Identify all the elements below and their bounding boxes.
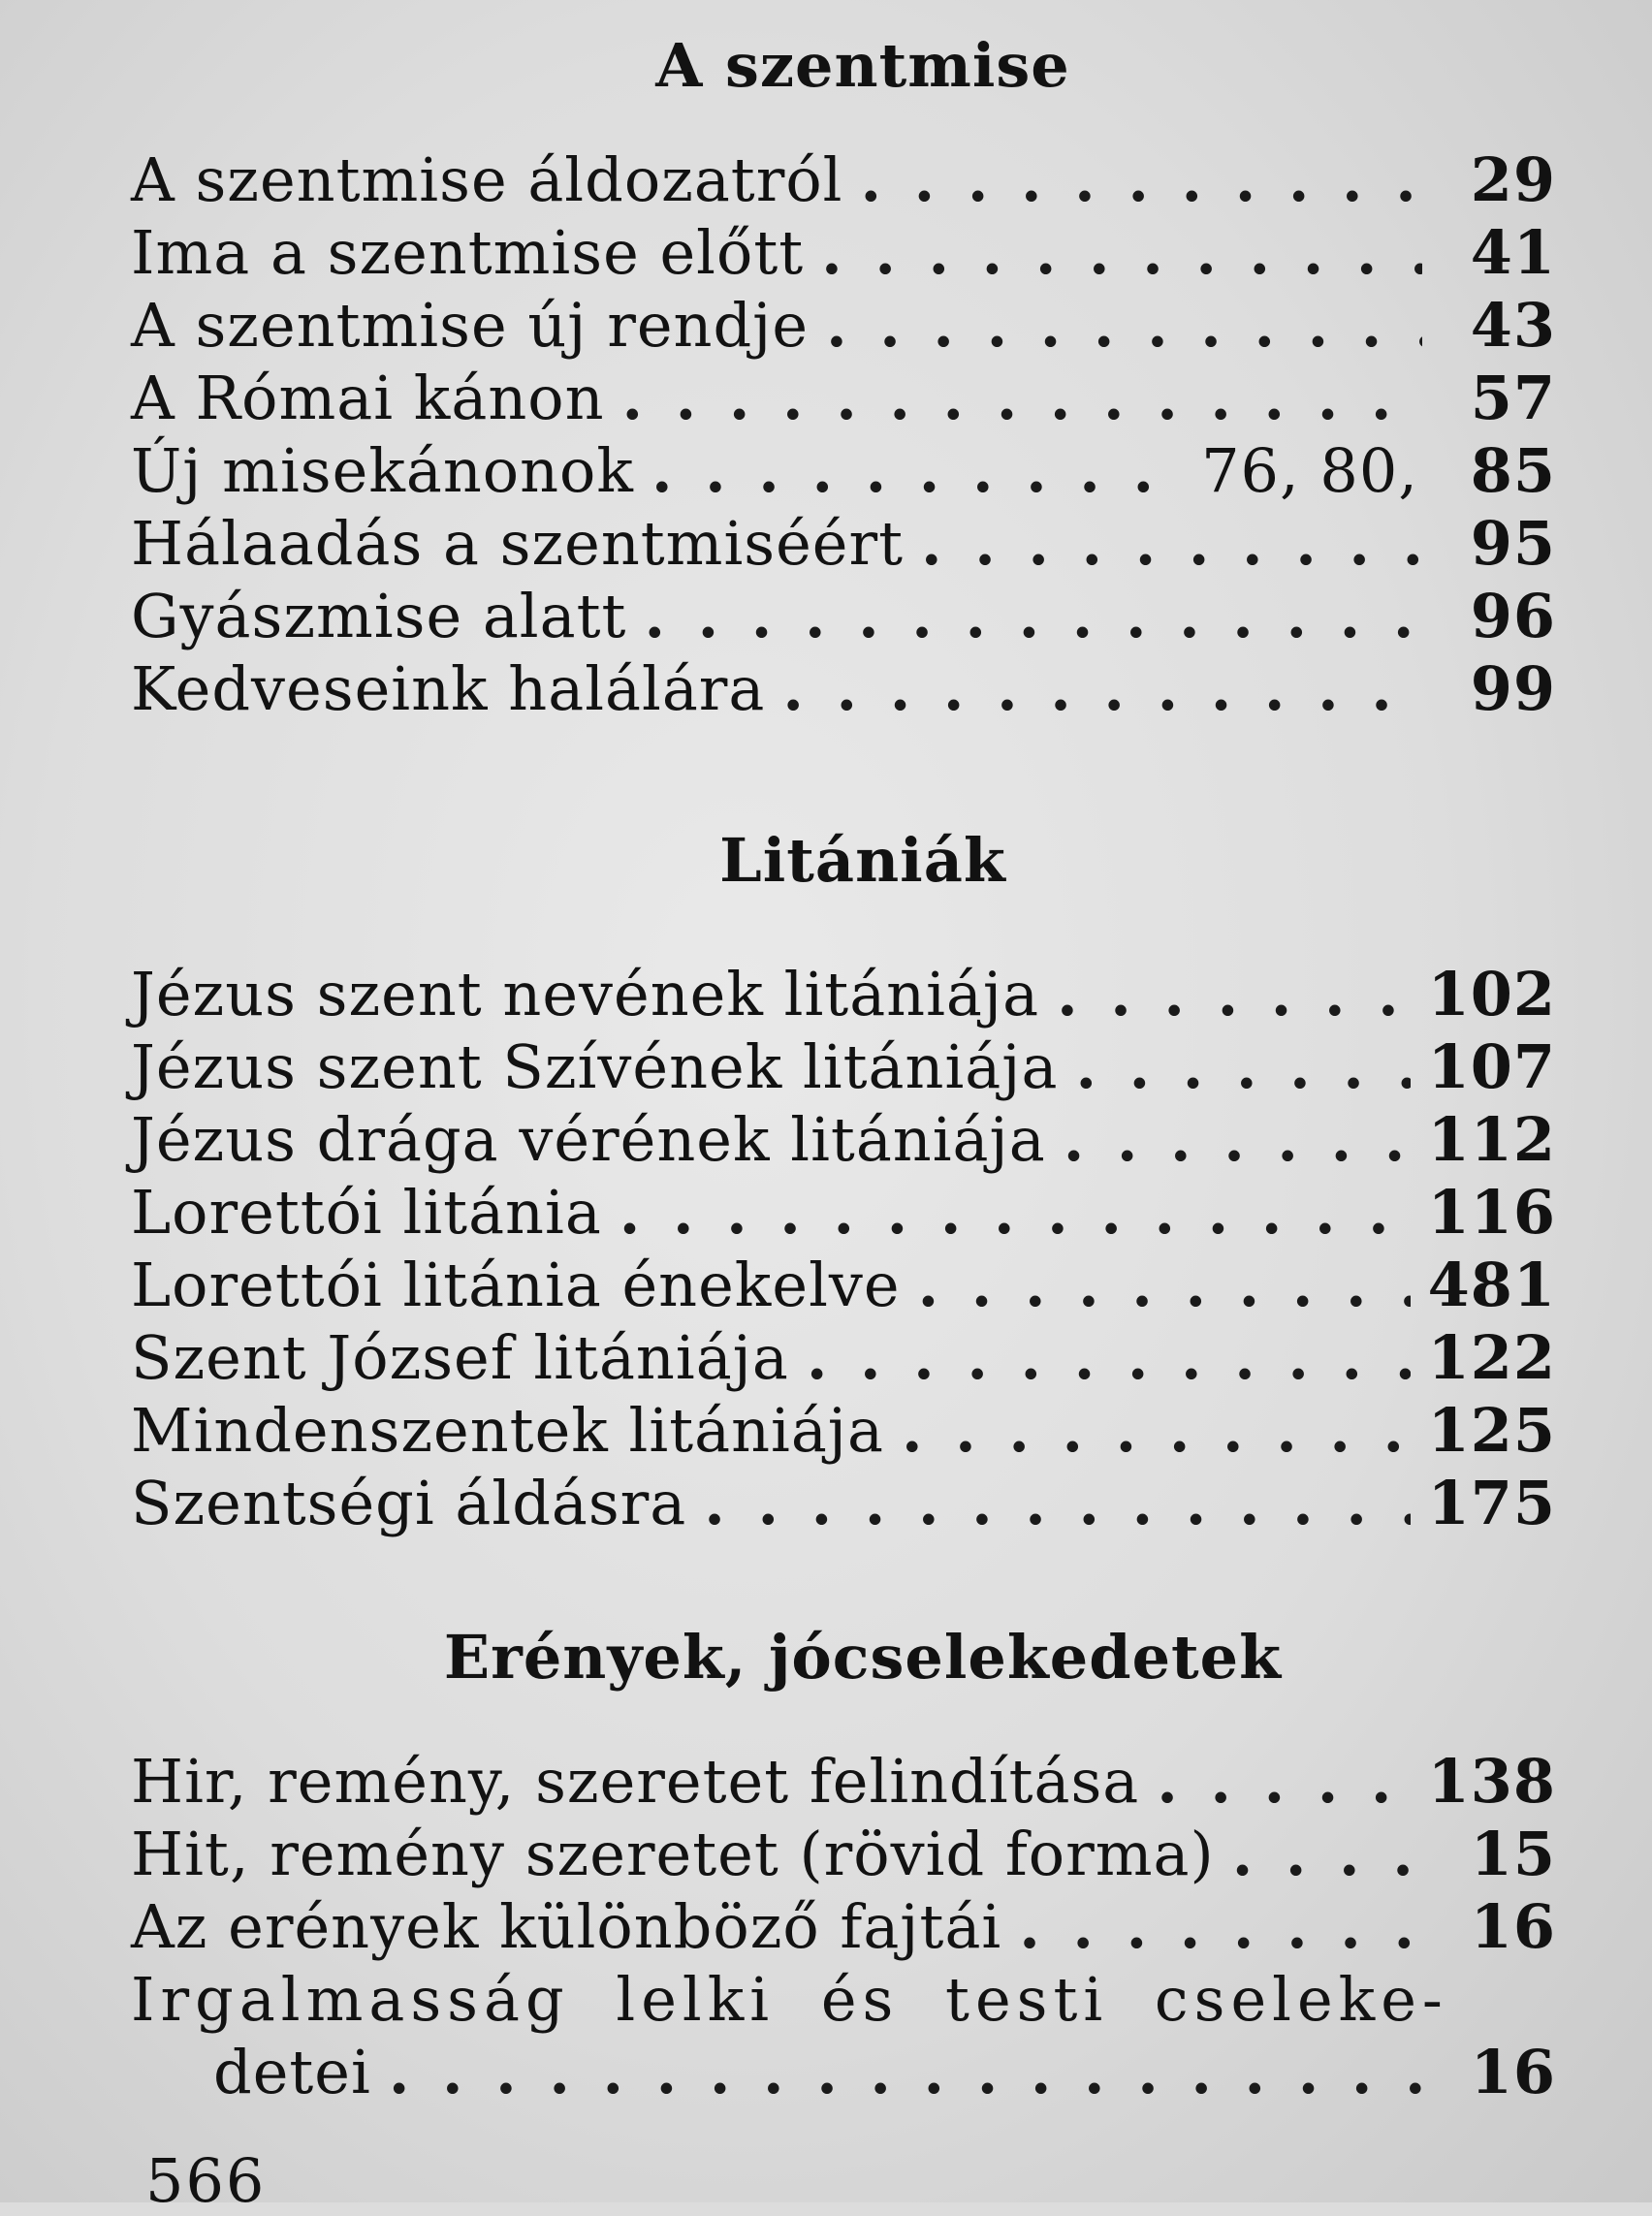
toc-entry-page: 102 (1427, 959, 1556, 1029)
toc-list (131, 143, 1556, 725)
toc-entry-continuation: detei (213, 2037, 371, 2107)
toc-entry (131, 1249, 1556, 1321)
toc-entry-page: 41 (1470, 217, 1556, 288)
toc-entry-title: Szentségi áldásra (131, 1468, 687, 1538)
toc-list (131, 1745, 1556, 2108)
dot-leader (1019, 1890, 1422, 1963)
section-erenyek (131, 1619, 1556, 2108)
toc-entry (131, 362, 1556, 434)
toc-entry-page: 122 (1427, 1322, 1556, 1393)
toc-entry-page: 16 (1470, 1891, 1556, 1962)
toc-entry (131, 1321, 1556, 1394)
dot-leader (651, 434, 1184, 507)
toc-entry-page: 57 (1470, 363, 1556, 433)
toc-entry-page: 99 (1470, 653, 1556, 724)
dot-leader (826, 289, 1422, 362)
toc-entry-title: A szentmise áldozatról (131, 144, 843, 215)
toc-entry (131, 216, 1556, 289)
toc-entry (131, 958, 1556, 1030)
toc-entry (131, 1745, 1556, 1818)
section-title: A szentmise (655, 30, 1070, 101)
dot-leader (704, 1467, 1410, 1539)
toc-entry-title: A Római kánon (131, 363, 605, 433)
toc-entry (131, 1103, 1556, 1176)
dot-leader (782, 652, 1422, 725)
toc-entry (131, 143, 1556, 216)
dot-leader (918, 1249, 1411, 1321)
toc-entry (131, 1818, 1556, 1890)
toc-entry-title: Lorettói litánia énekelve (131, 1250, 901, 1320)
dot-leader (622, 362, 1422, 434)
section-title: Litániák (719, 825, 1006, 896)
dot-leader (807, 1321, 1411, 1394)
toc-entry (131, 1030, 1556, 1103)
toc-entry-title: Jézus szent Szívének litániája (131, 1031, 1059, 1102)
toc-entry-page: 15 (1470, 1819, 1556, 1889)
toc-entry-page: 85 (1470, 435, 1556, 506)
toc-entry-title: Jézus szent nevének litániája (131, 959, 1040, 1029)
dot-leader (644, 580, 1422, 652)
toc-entry-extra-pages: 76, 80, (1201, 435, 1418, 506)
dot-leader (1232, 1818, 1422, 1890)
toc-entry-page: 96 (1470, 581, 1556, 651)
dot-leader (1064, 1103, 1411, 1176)
dot-leader (921, 507, 1422, 580)
toc-entry (131, 1467, 1556, 1539)
section-szentmise (131, 27, 1556, 725)
dot-leader (902, 1394, 1411, 1467)
toc-entry-page: 112 (1427, 1104, 1556, 1175)
page-number: 566 (145, 2145, 267, 2216)
section-title: Erények, jócselekedetek (443, 1622, 1283, 1693)
toc-entry (131, 1394, 1556, 1467)
toc-entry-title: Hálaadás a szentmiséért (131, 508, 905, 579)
dot-leader (620, 1176, 1411, 1249)
toc-entry-title: Jézus drága vérének litániája (131, 1104, 1046, 1175)
toc-entry-page: 138 (1427, 1746, 1556, 1817)
toc-entry-title: Hit, remény szeretet (rövid forma) (131, 1819, 1215, 1889)
toc-entry-title: Új misekánonok (131, 435, 634, 506)
dot-leader (821, 216, 1422, 289)
dot-leader (1057, 958, 1410, 1030)
dot-leader (1157, 1745, 1410, 1818)
section-litaniak (131, 822, 1556, 1539)
toc-entry-title: Gyászmise alatt (131, 581, 627, 651)
toc-entry-title: Kedveseink halálára (131, 653, 766, 724)
toc-entry (131, 507, 1556, 580)
dot-leader (1075, 1030, 1410, 1103)
dot-leader (389, 2036, 1422, 2108)
toc-entry-page: 95 (1470, 508, 1556, 579)
toc-entry (131, 289, 1556, 362)
toc-entry-title: Ima a szentmise előtt (131, 217, 805, 288)
toc-entry-title: Irgalmasság lelki és testi cseleke- (131, 1964, 1448, 2035)
toc-entry-page: 125 (1427, 1395, 1556, 1466)
toc-entry (131, 1963, 1556, 2108)
toc-entry-continuation-line (131, 2036, 1556, 2108)
toc-entry-page: 175 (1427, 1468, 1556, 1538)
toc-entry (131, 434, 1556, 507)
toc-entry (131, 1890, 1556, 1963)
toc-list (131, 958, 1556, 1539)
toc-entry-title: A szentmise új rendje (131, 290, 810, 361)
dot-leader (861, 143, 1423, 216)
toc-entry (131, 580, 1556, 652)
toc-entry-title: Hir, remény, szeretet felindítása (131, 1746, 1140, 1817)
toc-entry-page: 16 (1470, 2037, 1556, 2107)
toc-entry (131, 1176, 1556, 1249)
toc-entry-page: 43 (1470, 290, 1556, 361)
toc-entry-title: Szent József litániája (131, 1322, 789, 1393)
toc-entry-title: Lorettói litánia (131, 1177, 602, 1248)
toc-entry-title: Mindenszentek litániája (131, 1395, 884, 1466)
toc-entry-title: Az erények különböző fajtái (131, 1891, 1002, 1962)
toc-entry (131, 652, 1556, 725)
toc-entry-page: 116 (1427, 1177, 1556, 1248)
toc-entry-page: 29 (1470, 144, 1556, 215)
toc-entry-page: 481 (1427, 1250, 1556, 1320)
toc-entry-page: 107 (1427, 1031, 1556, 1102)
